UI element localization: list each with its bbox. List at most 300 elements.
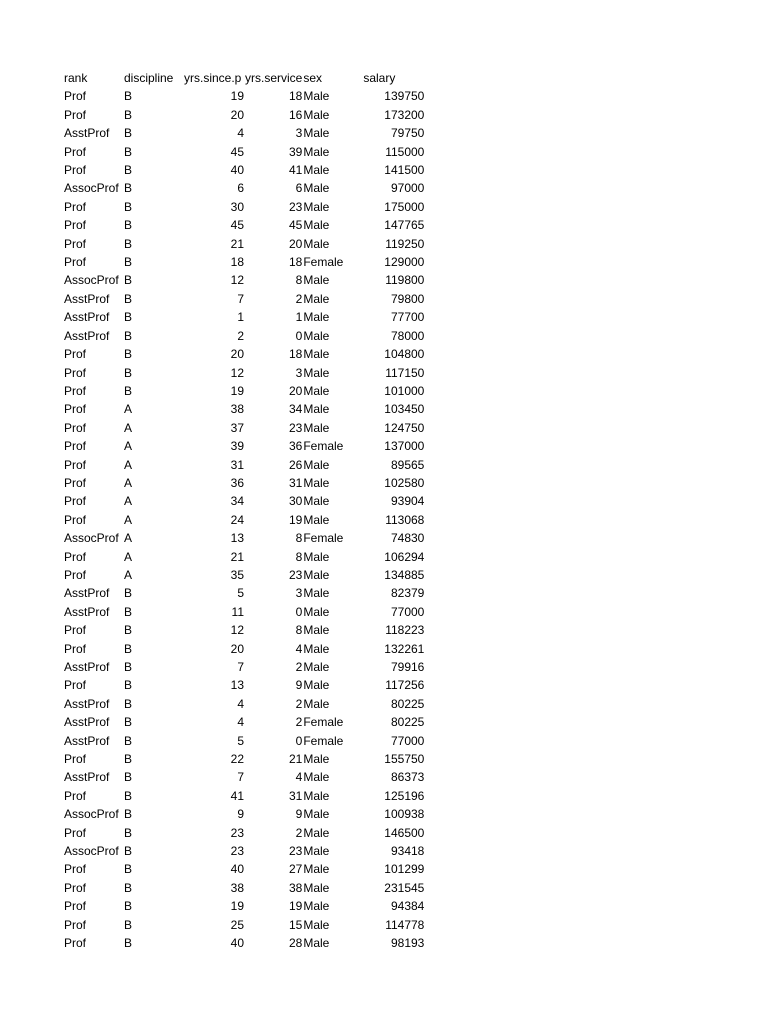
cell-salary[interactable]: 119250 [385,236,425,251]
cell-rank[interactable]: Prof [64,255,87,270]
cell-rank[interactable]: Prof [64,402,87,417]
cell-salary[interactable]: 101000 [384,383,425,398]
cell-rank[interactable]: AsstProf [64,733,110,748]
cell-salary[interactable]: 79750 [390,126,425,141]
cell-yrs-service[interactable]: 1 [295,310,303,325]
cell-sex[interactable]: Male [303,420,330,435]
cell-rank[interactable]: Prof [64,475,87,490]
cell-discipline[interactable]: B [124,936,133,951]
cell-yrs-service[interactable]: 4 [295,641,303,656]
cell-salary[interactable]: 114778 [385,917,425,932]
cell-rank[interactable]: Prof [64,383,87,398]
cell-sex[interactable]: Male [303,457,330,472]
table-row [64,529,424,547]
cell-discipline[interactable]: B [124,365,133,380]
cell-rank[interactable]: Prof [64,199,87,214]
cell-rank[interactable]: AsstProf [64,715,110,730]
cell-salary[interactable]: 132261 [384,641,425,656]
cell-rank[interactable]: Prof [64,420,87,435]
cell-yrs-service[interactable]: 27 [288,862,303,877]
cell-discipline[interactable]: B [124,844,133,859]
cell-sex[interactable]: Male [303,199,330,214]
cell-sex[interactable]: Male [303,144,330,159]
cell-discipline[interactable]: B [124,715,133,730]
cell-yrs-since-phd[interactable]: 41 [230,788,244,803]
cell-yrs-since-phd[interactable]: 21 [230,236,244,251]
cell-sex[interactable]: Male [303,310,330,325]
cell-yrs-service[interactable]: 19 [288,512,303,527]
cell-yrs-since-phd[interactable]: 6 [237,181,244,196]
cell-yrs-service[interactable]: 19 [288,899,303,914]
cell-yrs-since-phd[interactable]: 40 [230,862,244,877]
cell-sex[interactable]: Male [303,770,330,785]
cell-yrs-service[interactable]: 23 [288,567,303,582]
cell-yrs-service[interactable]: 4 [295,770,303,785]
cell-salary[interactable]: 80225 [390,696,425,711]
cell-yrs-since-phd[interactable]: 20 [230,107,244,122]
cell-salary[interactable]: 97000 [390,181,425,196]
cell-sex[interactable]: Male [303,623,330,638]
cell-rank[interactable]: Prof [64,788,87,803]
cell-salary[interactable]: 106294 [384,549,425,564]
cell-yrs-since-phd[interactable]: 12 [230,273,244,288]
cell-yrs-since-phd[interactable]: 25 [230,917,244,932]
cell-sex[interactable]: Male [303,163,330,178]
table-row [64,179,424,197]
cell-salary[interactable]: 79800 [390,291,425,306]
cell-sex[interactable]: Male [303,844,330,859]
cell-rank[interactable]: Prof [64,347,87,362]
cell-rank[interactable]: AssocProf [64,273,119,288]
cell-rank[interactable]: AsstProf [64,126,110,141]
cell-sex[interactable]: Male [303,549,330,564]
cell-salary[interactable]: 77700 [390,310,425,325]
cell-salary[interactable]: 117150 [385,365,425,380]
cell-yrs-service[interactable]: 8 [295,623,303,638]
cell-salary[interactable]: 101299 [384,862,425,877]
cell-yrs-since-phd[interactable]: 22 [230,752,244,767]
cell-salary[interactable]: 175000 [384,199,425,214]
cell-sex[interactable]: Male [303,752,330,767]
cell-sex[interactable]: Male [303,383,330,398]
cell-rank[interactable]: AsstProf [64,586,110,601]
cell-yrs-since-phd[interactable]: 7 [237,770,244,785]
cell-discipline[interactable]: A [124,475,133,490]
cell-yrs-service[interactable]: 8 [295,549,303,564]
cell-yrs-since-phd[interactable]: 13 [230,678,244,693]
cell-sex[interactable]: Male [303,291,330,306]
cell-sex[interactable]: Male [303,218,330,233]
cell-yrs-since-phd[interactable]: 45 [230,218,244,233]
cell-discipline[interactable]: B [124,126,133,141]
table-row [64,695,424,713]
header-salary[interactable]: salary [363,71,396,85]
cell-salary[interactable]: 134885 [384,567,425,582]
cell-yrs-service[interactable]: 39 [288,144,303,159]
cell-rank[interactable]: AsstProf [64,770,110,785]
cell-yrs-service[interactable]: 2 [295,291,303,306]
cell-discipline[interactable]: B [124,310,133,325]
cell-rank[interactable]: Prof [64,365,87,380]
cell-discipline[interactable]: A [124,531,133,546]
cell-yrs-since-phd[interactable]: 21 [230,549,244,564]
cell-discipline[interactable]: A [124,457,133,472]
cell-sex[interactable]: Male [303,236,330,251]
cell-salary[interactable]: 93418 [390,844,425,859]
cell-discipline[interactable]: B [124,660,133,674]
cell-yrs-service[interactable]: 16 [288,107,303,122]
cell-salary[interactable]: 147765 [384,218,425,233]
cell-rank[interactable]: Prof [64,163,87,178]
cell-yrs-since-phd[interactable]: 20 [230,347,244,362]
cell-yrs-since-phd[interactable]: 40 [230,936,244,951]
cell-rank[interactable]: Prof [64,917,87,932]
cell-discipline[interactable]: B [124,144,133,159]
cell-rank[interactable]: AssocProf [64,807,119,822]
cell-yrs-service[interactable]: 9 [295,678,303,693]
cell-yrs-since-phd[interactable]: 39 [230,439,244,454]
cell-salary[interactable]: 113068 [385,512,425,527]
cell-discipline[interactable]: B [124,383,133,398]
cell-yrs-service[interactable]: 3 [295,126,303,141]
cell-rank[interactable]: Prof [64,144,87,159]
table-row [64,345,424,363]
cell-discipline[interactable]: A [124,439,133,454]
cell-salary[interactable]: 146500 [384,825,425,840]
cell-yrs-service[interactable]: 20 [288,236,303,251]
cell-salary[interactable]: 89565 [390,457,425,472]
cell-discipline[interactable]: B [124,641,133,656]
cell-sex[interactable]: Male [303,475,330,490]
cell-yrs-since-phd[interactable]: 11 [231,604,244,619]
cell-yrs-service[interactable]: 45 [288,218,303,233]
cell-yrs-service[interactable]: 23 [288,844,303,859]
cell-yrs-since-phd[interactable]: 36 [230,475,244,490]
cell-rank[interactable]: Prof [64,457,87,472]
cell-salary[interactable]: 80225 [390,715,425,730]
cell-discipline[interactable]: B [124,328,133,343]
cell-discipline[interactable]: B [124,696,133,711]
cell-rank[interactable]: Prof [64,899,87,914]
table-row [64,787,424,805]
cell-yrs-service[interactable]: 31 [288,475,303,490]
cell-yrs-since-phd[interactable]: 4 [237,696,244,711]
cell-yrs-since-phd[interactable]: 38 [230,402,244,417]
cell-discipline[interactable]: B [124,255,133,270]
cell-salary[interactable]: 129000 [384,255,425,270]
cell-discipline[interactable]: B [124,917,133,932]
cell-yrs-service[interactable]: 30 [288,494,303,509]
cell-discipline[interactable]: B [124,586,133,601]
cell-discipline[interactable]: B [124,163,133,178]
cell-sex[interactable]: Male [303,181,330,196]
cell-rank[interactable]: Prof [64,439,87,454]
cell-sex[interactable]: Male [303,936,330,951]
cell-yrs-since-phd[interactable]: 7 [237,660,244,674]
cell-sex[interactable]: Male [303,899,330,914]
cell-yrs-since-phd[interactable]: 5 [237,733,244,748]
cell-sex[interactable]: Male [303,402,330,417]
cell-yrs-service[interactable]: 18 [288,255,303,270]
cell-sex[interactable]: Male [303,89,330,104]
cell-discipline[interactable]: B [124,236,133,251]
cell-yrs-service[interactable]: 2 [295,660,303,674]
cell-rank[interactable]: AssocProf [64,181,119,196]
cell-sex[interactable]: Male [303,604,330,619]
cell-yrs-service[interactable]: 0 [295,328,303,343]
cell-discipline[interactable]: B [124,347,133,362]
cell-rank[interactable]: AssocProf [64,844,119,859]
cell-yrs-service[interactable]: 18 [288,89,303,104]
cell-yrs-service[interactable]: 23 [288,420,303,435]
cell-sex[interactable]: Male [303,126,330,141]
cell-yrs-since-phd[interactable]: 30 [230,199,244,214]
cell-rank[interactable]: Prof [64,218,87,233]
table-row [64,842,424,860]
cell-rank[interactable]: AsstProf [64,660,110,674]
cell-yrs-service[interactable]: 34 [288,402,303,417]
cell-yrs-since-phd[interactable]: 19 [230,89,244,104]
cell-yrs-service[interactable]: 36 [288,439,303,454]
cell-salary[interactable]: 155750 [384,752,425,767]
cell-salary[interactable]: 82379 [390,586,425,601]
cell-rank[interactable]: Prof [64,567,87,582]
cell-discipline[interactable]: B [124,89,133,104]
cell-salary[interactable]: 124750 [384,420,425,435]
cell-salary[interactable]: 98193 [390,936,425,951]
cell-sex[interactable]: Male [303,365,330,380]
cell-rank[interactable]: Prof [64,825,87,840]
cell-yrs-service[interactable]: 2 [295,825,303,840]
cell-yrs-service[interactable]: 0 [295,733,303,748]
header-discipline[interactable]: discipline [124,71,174,85]
cell-discipline[interactable]: A [124,420,133,435]
table-row [64,713,424,731]
cell-discipline[interactable]: B [124,181,133,196]
cell-discipline[interactable]: B [124,273,133,288]
cell-sex[interactable]: Female [303,255,344,270]
cell-yrs-since-phd[interactable]: 9 [237,807,244,822]
cell-yrs-service[interactable]: 23 [288,199,303,214]
cell-sex[interactable]: Male [303,641,330,656]
cell-yrs-since-phd[interactable]: 2 [237,328,244,343]
cell-yrs-since-phd[interactable]: 18 [230,255,244,270]
cell-salary[interactable]: 77000 [390,733,425,748]
cell-rank[interactable]: Prof [64,641,87,656]
cell-sex[interactable]: Male [303,678,330,693]
cell-rank[interactable]: Prof [64,752,87,767]
cell-rank[interactable]: AsstProf [64,310,110,325]
cell-discipline[interactable]: B [124,752,133,767]
cell-rank[interactable]: AsstProf [64,696,110,711]
cell-salary[interactable]: 231545 [384,880,425,895]
cell-discipline[interactable]: A [124,512,133,527]
cell-sex[interactable]: Female [303,715,344,730]
cell-yrs-since-phd[interactable]: 23 [230,825,244,840]
cell-sex[interactable]: Female [303,439,344,454]
cell-yrs-since-phd[interactable]: 7 [237,291,244,306]
cell-discipline[interactable]: B [124,788,133,803]
cell-discipline[interactable]: B [124,678,133,693]
cell-yrs-service[interactable]: 9 [295,807,303,822]
cell-salary[interactable]: 118223 [385,623,425,638]
cell-yrs-service[interactable]: 18 [288,347,303,362]
cell-salary[interactable]: 173200 [384,107,425,122]
cell-salary[interactable]: 137000 [384,439,425,454]
cell-yrs-since-phd[interactable]: 34 [230,494,244,509]
cell-discipline[interactable]: A [124,549,133,564]
cell-salary[interactable]: 104800 [384,347,425,362]
cell-yrs-since-phd[interactable]: 5 [237,586,244,601]
cell-salary[interactable]: 79916 [390,660,425,674]
cell-salary[interactable]: 125196 [384,788,425,803]
cell-discipline[interactable]: B [124,291,133,306]
header-yrs-service[interactable]: yrs.service [245,71,303,85]
cell-yrs-service[interactable]: 20 [288,383,303,398]
cell-yrs-service[interactable]: 41 [288,163,303,178]
cell-yrs-service[interactable]: 2 [295,715,303,730]
cell-discipline[interactable]: B [124,199,133,214]
cell-sex[interactable]: Male [303,586,330,601]
cell-discipline[interactable]: B [124,218,133,233]
cell-rank[interactable]: AsstProf [64,604,110,619]
cell-sex[interactable]: Female [303,733,344,748]
cell-rank[interactable]: Prof [64,107,87,122]
cell-salary[interactable]: 119800 [385,273,425,288]
cell-rank[interactable]: Prof [64,236,87,251]
cell-yrs-since-phd[interactable]: 12 [230,365,244,380]
header-sex[interactable]: sex [303,71,323,85]
cell-yrs-service[interactable]: 3 [295,365,303,380]
cell-sex[interactable]: Male [303,494,330,509]
cell-salary[interactable]: 139750 [384,89,425,104]
cell-yrs-since-phd[interactable]: 4 [237,715,244,730]
cell-discipline[interactable]: B [124,862,133,877]
cell-yrs-since-phd[interactable]: 13 [230,531,244,546]
cell-discipline[interactable]: B [124,733,133,748]
cell-salary[interactable]: 115000 [385,144,425,159]
cell-yrs-service[interactable]: 31 [288,788,303,803]
cell-discipline[interactable]: B [124,107,133,122]
cell-discipline[interactable]: A [124,494,133,509]
header-row [64,69,424,87]
cell-sex[interactable]: Male [303,567,330,582]
cell-salary[interactable]: 77000 [390,604,425,619]
cell-discipline[interactable]: B [124,604,133,619]
cell-sex[interactable]: Male [303,512,330,527]
cell-yrs-since-phd[interactable]: 24 [230,512,244,527]
cell-yrs-service[interactable]: 28 [288,936,303,951]
cell-salary[interactable]: 141500 [384,163,425,178]
cell-sex[interactable]: Male [303,917,330,932]
cell-yrs-service[interactable]: 38 [288,880,303,895]
cell-yrs-since-phd[interactable]: 40 [230,163,244,178]
cell-sex[interactable]: Female [303,531,344,546]
cell-rank[interactable]: Prof [64,880,87,895]
cell-sex[interactable]: Male [303,825,330,840]
cell-rank[interactable]: Prof [64,678,87,693]
table-row [64,253,424,271]
cell-discipline[interactable]: B [124,770,133,785]
cell-salary[interactable]: 103450 [384,402,425,417]
cell-salary[interactable]: 100938 [384,807,425,822]
cell-sex[interactable]: Male [303,273,330,288]
cell-sex[interactable]: Male [303,862,330,877]
cell-yrs-since-phd[interactable]: 35 [230,567,244,582]
cell-yrs-since-phd[interactable]: 20 [230,641,244,656]
cell-discipline[interactable]: A [124,402,133,417]
cell-yrs-since-phd[interactable]: 19 [230,899,244,914]
cell-rank[interactable]: Prof [64,494,87,509]
cell-discipline[interactable]: A [124,567,133,582]
cell-rank[interactable]: AsstProf [64,328,110,343]
cell-yrs-since-phd[interactable]: 37 [230,420,244,435]
cell-yrs-service[interactable]: 0 [295,604,303,619]
cell-discipline[interactable]: B [124,899,133,914]
cell-rank[interactable]: Prof [64,862,87,877]
cell-rank[interactable]: AssocProf [64,531,119,546]
cell-yrs-service[interactable]: 2 [295,696,303,711]
cell-discipline[interactable]: B [124,807,133,822]
cell-discipline[interactable]: B [124,623,133,638]
cell-sex[interactable]: Male [303,696,330,711]
cell-salary[interactable]: 94384 [390,899,425,914]
cell-salary[interactable]: 93904 [390,494,425,509]
cell-discipline[interactable]: B [124,880,133,895]
cell-salary[interactable]: 74830 [390,531,425,546]
table-row [64,584,424,602]
cell-sex[interactable]: Male [303,107,330,122]
cell-yrs-since-phd[interactable]: 12 [230,623,244,638]
cell-discipline[interactable]: B [124,825,133,840]
cell-rank[interactable]: Prof [64,512,87,527]
cell-yrs-since-phd[interactable]: 4 [237,126,244,141]
cell-yrs-since-phd[interactable]: 23 [230,844,244,859]
cell-sex[interactable]: Male [303,880,330,895]
cell-yrs-service[interactable]: 3 [295,586,303,601]
cell-sex[interactable]: Male [303,788,330,803]
cell-yrs-service[interactable]: 26 [288,457,303,472]
cell-rank[interactable]: Prof [64,89,87,104]
cell-rank[interactable]: Prof [64,623,87,638]
cell-yrs-since-phd[interactable]: 19 [230,383,244,398]
cell-yrs-service[interactable]: 21 [288,752,303,767]
cell-salary[interactable]: 86373 [390,770,425,785]
cell-sex[interactable]: Male [303,347,330,362]
cell-yrs-since-phd[interactable]: 45 [230,144,244,159]
table-row [64,897,424,915]
header-rank[interactable]: rank [64,71,88,85]
header-yrs-since-phd[interactable]: yrs.since.p [184,71,242,85]
table-row [64,235,424,253]
cell-salary[interactable]: 117256 [385,678,425,693]
cell-rank[interactable]: Prof [64,936,87,951]
cell-sex[interactable]: Male [303,660,330,674]
cell-yrs-service[interactable]: 6 [295,181,303,196]
cell-sex[interactable]: Male [303,328,330,343]
cell-yrs-service[interactable]: 8 [295,531,303,546]
cell-rank[interactable]: AsstProf [64,291,110,306]
cell-yrs-since-phd[interactable]: 38 [230,880,244,895]
cell-salary[interactable]: 102580 [384,475,425,490]
cell-rank[interactable]: Prof [64,549,87,564]
cell-sex[interactable]: Male [303,807,330,822]
cell-yrs-service[interactable]: 8 [295,273,303,288]
cell-yrs-since-phd[interactable]: 31 [230,457,244,472]
cell-salary[interactable]: 78000 [390,328,425,343]
cell-yrs-since-phd[interactable]: 1 [237,310,244,325]
cell-yrs-service[interactable]: 15 [288,917,303,932]
